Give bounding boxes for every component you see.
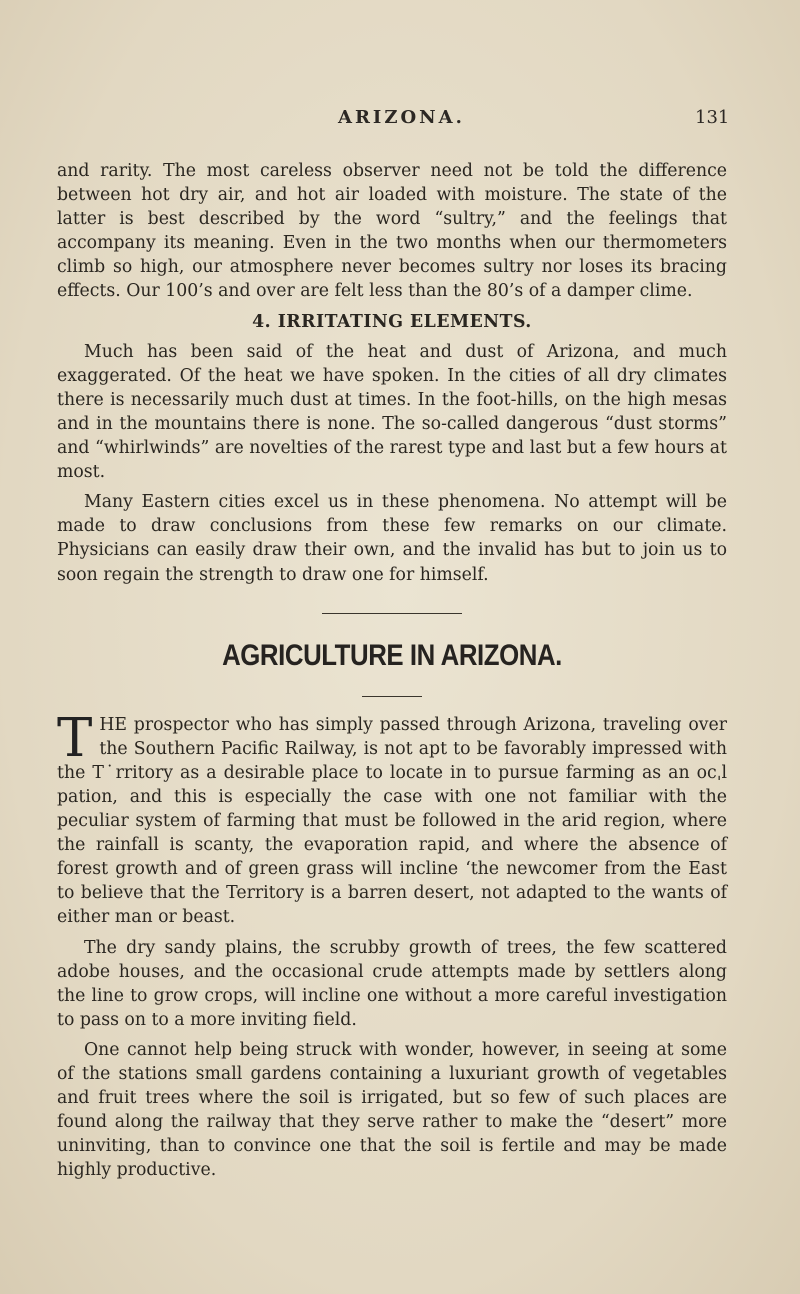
running-title: ARIZONA. xyxy=(338,107,465,128)
paragraph-continued: and rarity. The most careless observer need not be told the difference between hot dry air, and hot air loaded with moisture. The state of the latter is best described by the word “sultry,” and the feelings that accompany its meaning. Even in the two months when our thermometers climb so high, our atmosphere never becomes sultry nor loses its bracing effects. Our 100’s and over are felt less than the 80’s of a damper clime. xyxy=(57,161,727,302)
chapter-paragraph: One cannot help being struck with wonder, however, in seeing at some of the stations small gardens containing a luxuriant growth of vegetables and fruit trees where the soil is irrigated, but so few of such places are found along the railway that they serve rather to make the “desert” more uninviting, than to convince one that the soil is fertile and may be made highly productive. xyxy=(57,1039,727,1181)
top-divider-rule xyxy=(322,613,462,614)
first-paragraph-text: HE prospector who has simply passed through Arizona, traveling over the Southern Pacific Railway, is not apt to be favorably impressed with the T˙rritory as a desirable place to locate in to pursue farming as an ocˌl pation, and this is especially the case with one not familiar with the peculiar system of farming that must be followed in the arid region, where the rainfall is scanty, the evaporation rapid, and where the absence of forest growth and of green grass will incline ʻthe newcomer from the East to believe that the Territory is a barren desert, not adapted to the wants of either man or beast. xyxy=(57,714,727,928)
chapter-title: AGRICULTURE IN ARIZONA. xyxy=(222,638,562,672)
body-text xyxy=(57,159,727,1182)
running-head xyxy=(0,107,800,137)
page-number: 131 xyxy=(695,107,730,128)
drop-cap: T xyxy=(57,707,93,769)
section-paragraph: Much has been said of the heat and dust of Arizona, and much exaggerated. Of the heat we have spoken. In the cities of all dry climates there is necessarily much dust at times. In the foot-hills, on the high mesas and in the mountains there is none. The so-called dangerous “dust storms” and “whirlwinds” are novelties of the rarest type and last but a few hours at most. xyxy=(57,341,727,483)
section-heading: 4. IRRITATING ELEMENTS. xyxy=(252,311,532,332)
section-paragraph: Many Eastern cities excel us in these phenomena. No attempt will be made to draw conclusions from these few remarks on our climate. Physicians can easily draw their own, and the invalid has but to join us to soon regain the strength to draw one for himself. xyxy=(57,492,727,585)
chapter-first-paragraph xyxy=(57,707,727,930)
chapter-paragraph: The dry sandy plains, the scrubby growth of trees, the few scattered adobe houses, and the occasional crude attempts made by settlers along the line to grow crops, will incline one without a more careful investigation to pass on to a more inviting field. xyxy=(57,937,727,1030)
